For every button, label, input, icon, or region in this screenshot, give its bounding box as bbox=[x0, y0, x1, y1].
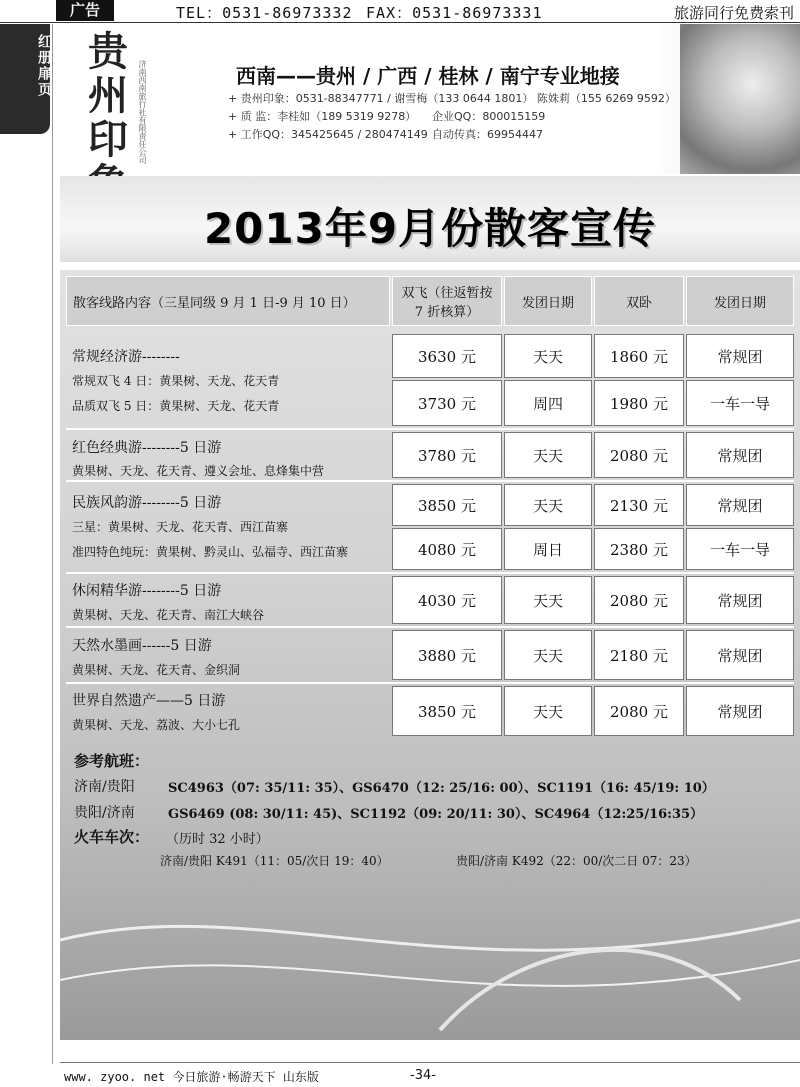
agency-title: 西南——贵州 / 广西 / 桂林 / 南宁专业地接 bbox=[236, 64, 620, 88]
tour-type: 常规团 bbox=[686, 334, 794, 378]
flights-title: 参考航班： bbox=[74, 752, 150, 770]
route-group-name: 天然水墨画------5 日游 bbox=[72, 638, 212, 654]
depart-date: 周四 bbox=[504, 380, 592, 426]
contact-line-3: + 工作QQ：345425645 / 280474149 bbox=[228, 128, 428, 141]
route-desc: 黄果树、天龙、荔波、大小七孔 bbox=[72, 718, 241, 732]
route-desc: 三星：黄果树、天龙、花天青、西江苗寨 bbox=[72, 520, 289, 534]
sleeper-price: 2080 元 bbox=[594, 686, 684, 736]
route-group-name: 红色经典游--------5 日游 bbox=[72, 440, 222, 456]
sleeper-price: 1980 元 bbox=[594, 380, 684, 426]
flight-route-label: 贵阳/济南 bbox=[74, 805, 135, 821]
route-desc: 黄果树、天龙、花天青、遵义会址、息烽集中营 bbox=[72, 464, 325, 478]
decorative-swirl bbox=[60, 880, 800, 1050]
depart-date: 天天 bbox=[504, 484, 592, 526]
train-note: （历时 32 小时） bbox=[166, 832, 269, 847]
fax-number: FAX：0531-86973331 bbox=[366, 4, 543, 22]
header-route: 散客线路内容（三星同级 9 月 1 日-9 月 10 日） bbox=[66, 276, 390, 326]
row-divider bbox=[66, 480, 794, 482]
phone-number: TEL：0531-86973332 bbox=[176, 4, 353, 22]
header-depart-date-2: 发团日期 bbox=[686, 276, 794, 326]
flight-price: 4080 元 bbox=[392, 528, 502, 570]
route-desc: 黄果树、天龙、花天青、金织洞 bbox=[72, 663, 241, 677]
contact-line-2: + 质 监：李桂如（189 5319 9278） bbox=[228, 110, 417, 123]
route-group-name: 休闲精华游--------5 日游 bbox=[72, 583, 222, 599]
header-sleeper: 双卧 bbox=[594, 276, 684, 326]
tour-type: 常规团 bbox=[686, 630, 794, 680]
tour-type: 常规团 bbox=[686, 432, 794, 478]
route-group-name: 常规经济游-------- bbox=[72, 349, 180, 365]
page-title: 2013年9月份散客宣传 bbox=[203, 204, 657, 253]
side-tab-label: 红册扉页 bbox=[36, 34, 52, 98]
route-group-name: 民族风韵游--------5 日游 bbox=[72, 495, 222, 511]
depart-date: 天天 bbox=[504, 686, 592, 736]
footer-site: www. zyoo. net 今日旅游·畅游天下 山东版 bbox=[64, 1070, 319, 1084]
route-group-name: 世界自然遗产——5 日游 bbox=[72, 693, 226, 709]
route-desc: 准四特色纯玩：黄果树、黔灵山、弘福寺、西江苗寨 bbox=[72, 545, 349, 559]
flight-price: 3850 元 bbox=[392, 484, 502, 526]
flight-list: GS6469 (08: 30/11: 45)、SC1192（09: 20/11: 30）、SC4964（12:25/16:35） bbox=[168, 807, 704, 822]
ad-label: 广告 bbox=[56, 0, 114, 21]
train-title: 火车车次： bbox=[74, 828, 150, 846]
logo-subtitle: 济南西南旅行社有限责任公司 bbox=[138, 60, 147, 164]
tour-type: 常规团 bbox=[686, 484, 794, 526]
flight-list: SC4963（07: 35/11: 35）、GS6470（12: 25/16: 00）、SC1191（16: 45/19: 10） bbox=[168, 781, 715, 796]
sleeper-price: 2080 元 bbox=[594, 576, 684, 624]
depart-date: 天天 bbox=[504, 576, 592, 624]
route-desc: 常规双飞 4 日：黄果树、天龙、花天青 bbox=[72, 374, 280, 388]
row-divider bbox=[66, 428, 794, 430]
depart-date: 天天 bbox=[504, 334, 592, 378]
depart-date: 周日 bbox=[504, 528, 592, 570]
header-photo bbox=[680, 24, 800, 174]
index-title: 旅游同行免费索刊 bbox=[673, 4, 794, 22]
flight-price: 3850 元 bbox=[392, 686, 502, 736]
flight-route-label: 济南/贵阳 bbox=[74, 779, 135, 795]
depart-date: 天天 bbox=[504, 432, 592, 478]
row-divider bbox=[66, 572, 794, 574]
logo-calligraphy: 贵州印 bbox=[88, 28, 128, 163]
row-divider bbox=[66, 682, 794, 684]
sleeper-price: 1860 元 bbox=[594, 334, 684, 378]
divider bbox=[52, 24, 53, 1064]
train-return: 贵阳/济南 K492（22：00/次二日 07：23） bbox=[456, 854, 697, 868]
contact-fax: 自动传真：69954447 bbox=[432, 128, 543, 141]
row-divider bbox=[66, 626, 794, 628]
depart-date: 天天 bbox=[504, 630, 592, 680]
header-flight: 双飞（往返暂按 7 折核算） bbox=[392, 276, 502, 326]
header-depart-date: 发团日期 bbox=[504, 276, 592, 326]
flight-price: 3730 元 bbox=[392, 380, 502, 426]
tour-type: 一车一导 bbox=[686, 380, 794, 426]
sleeper-price: 2380 元 bbox=[594, 528, 684, 570]
tour-type: 常规团 bbox=[686, 686, 794, 736]
contact-line-1: + 贵州印象：0531-88347771 / 谢雪梅（133 0644 1801） 陈姝莉（155 6269 9592） bbox=[228, 92, 676, 105]
train-outbound: 济南/贵阳 K491（11：05/次日 19：40） bbox=[160, 854, 389, 868]
sleeper-price: 2080 元 bbox=[594, 432, 684, 478]
flight-price: 3630 元 bbox=[392, 334, 502, 378]
tour-type: 一车一导 bbox=[686, 528, 794, 570]
flight-price: 3880 元 bbox=[392, 630, 502, 680]
page-number: -34- bbox=[410, 1068, 436, 1083]
contact-qq: 企业QQ：800015159 bbox=[432, 110, 546, 123]
sleeper-price: 2130 元 bbox=[594, 484, 684, 526]
flight-price: 3780 元 bbox=[392, 432, 502, 478]
sleeper-price: 2180 元 bbox=[594, 630, 684, 680]
route-desc: 黄果树、天龙、花天青、南江大峡谷 bbox=[72, 608, 265, 622]
route-desc: 品质双飞 5 日：黄果树、天龙、花天青 bbox=[72, 399, 280, 413]
tour-type: 常规团 bbox=[686, 576, 794, 624]
flight-price: 4030 元 bbox=[392, 576, 502, 624]
